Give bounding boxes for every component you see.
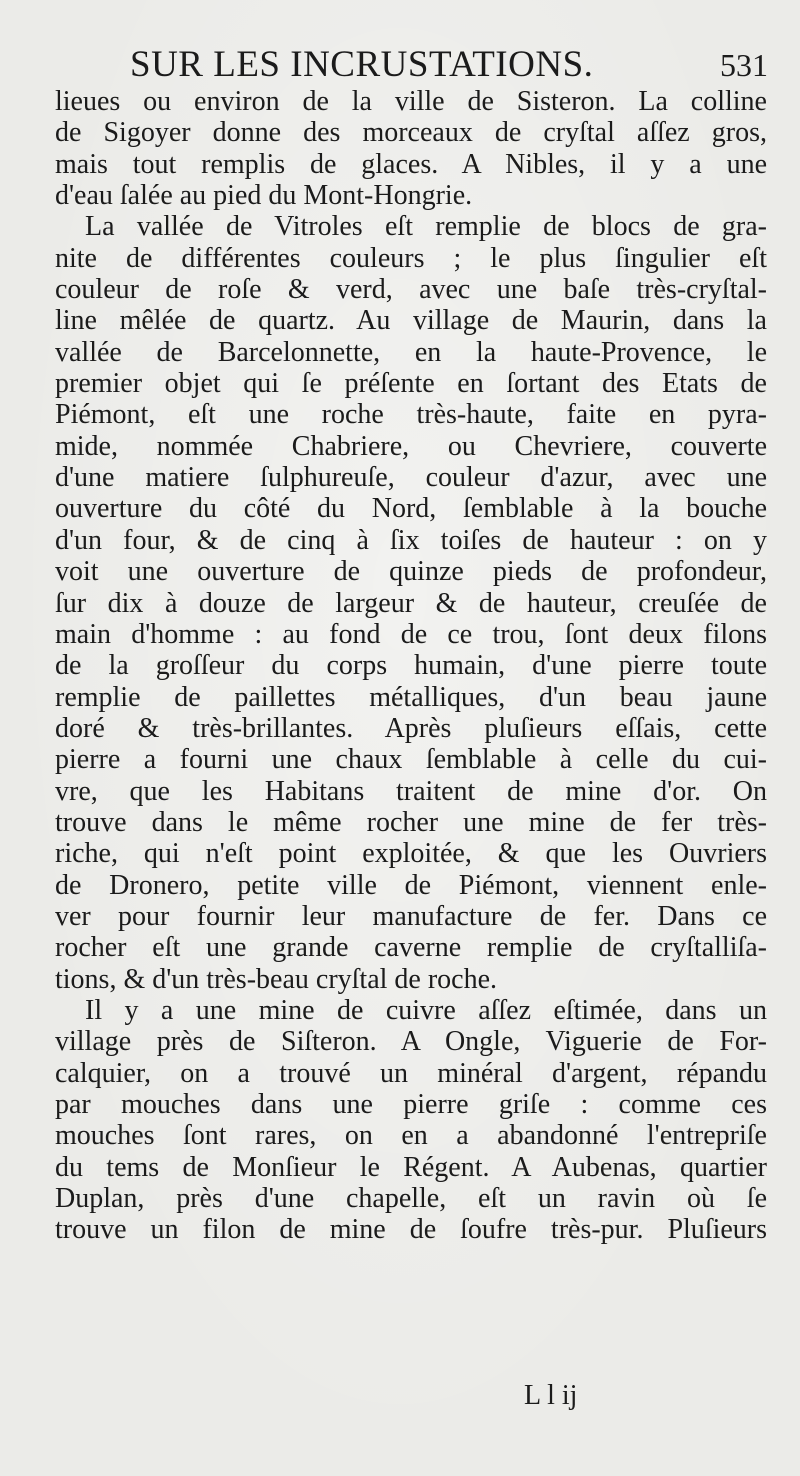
text-line: rocher eſt une grande caverne remplie de cryſtalliſa- xyxy=(55,932,767,964)
text-line: calquier, on a trouvé un minéral d'argent, répandu xyxy=(55,1057,767,1089)
text-line: couleur de roſe & verd, avec une baſe très-cryſtal- xyxy=(55,274,767,306)
text-line: riche, qui n'eſt point exploitée, & que les Ouvriers xyxy=(55,838,767,870)
page-number: 531 xyxy=(720,47,768,83)
text-line: Il y a une mine de cuivre aſſez eſtimée, dans un xyxy=(85,994,767,1026)
text-line: d'une matiere ſulphureuſe, couleur d'azur, avec une xyxy=(55,462,767,494)
text-line: d'eau ſalée au pied du Mont-Hongrie. xyxy=(55,180,473,212)
text-line: village près de Siſteron. A Ongle, Viguerie de For- xyxy=(55,1026,767,1058)
page-header xyxy=(0,42,800,88)
text-line: mide, nommée Chabriere, ou Chevriere, couverte xyxy=(55,430,767,462)
text-line: du tems de Monſieur le Régent. A Aubenas, quartier xyxy=(55,1151,767,1183)
text-line: Piémont, eſt une roche très-haute, faite en pyra- xyxy=(55,399,767,431)
text-line: pierre a fourni une chaux ſemblable à celle du cui- xyxy=(55,744,767,776)
text-line: tions, & d'un très-beau cryſtal de roche. xyxy=(55,963,498,995)
text-line: ver pour fournir leur manufacture de fer. Dans ce xyxy=(55,900,767,932)
text-line: trouve dans le même rocher une mine de fer très- xyxy=(55,806,767,838)
text-line: vre, que les Habitans traitent de mine d'or. On xyxy=(55,775,767,807)
paragraph xyxy=(55,86,767,211)
text-line: de la groſſeur du corps humain, d'une pierre toute xyxy=(55,650,767,682)
text-line: par mouches dans une pierre griſe : comme ces xyxy=(55,1089,767,1120)
text-line: ſur dix à douze de largeur & de hauteur, creuſée de xyxy=(55,587,767,619)
text-line: de Sigoyer donne des morceaux de cryſtal aſſez gros, xyxy=(55,117,767,149)
text-line: La vallée de Vitroles eſt remplie de blocs de gra- xyxy=(85,211,767,243)
text-line: trouve un filon de mine de ſoufre très-pur. Pluſieurs xyxy=(55,1214,767,1246)
text-line: de Dronero, petite ville de Piémont, viennent enle- xyxy=(55,869,767,901)
text-line: doré & très-brillantes. Après pluſieurs eſſais, cette xyxy=(55,712,767,744)
text-line: Duplan, près d'une chapelle, eſt un ravin où ſe xyxy=(55,1183,767,1215)
paragraph xyxy=(55,211,767,995)
body-text xyxy=(55,86,767,1246)
text-line: lieues ou environ de la ville de Sisteron. La colline xyxy=(55,86,767,117)
text-line: d'un four, & de cinq à ſix toiſes de hauteur : on y xyxy=(55,524,767,556)
paragraph xyxy=(55,995,767,1246)
text-line: vallée de Barcelonnette, en la haute-Provence, le xyxy=(55,336,767,368)
text-line: main d'homme : au fond de ce trou, ſont deux filons xyxy=(55,618,767,650)
text-line: line mêlée de quartz. Au village de Maurin, dans la xyxy=(55,305,767,337)
text-line: remplie de paillettes métalliques, d'un beau jaune xyxy=(55,681,767,713)
text-line: nite de différentes couleurs ; le plus ſingulier eſt xyxy=(55,242,767,274)
signature-mark: L l ij xyxy=(524,1380,578,1411)
running-title: SUR LES INCRUSTATIONS. xyxy=(130,44,594,85)
text-line: voit une ouverture de quinze pieds de profondeur, xyxy=(55,556,767,588)
text-line: ouverture du côté du Nord, ſemblable à la bouche xyxy=(55,493,767,525)
text-line: mouches ſont rares, on en a abandonné l'entrepriſe xyxy=(55,1120,767,1152)
text-line: premier objet qui ſe préſente en ſortant des Etats de xyxy=(55,368,767,400)
text-line: mais tout remplis de glaces. A Nibles, il y a une xyxy=(55,148,767,180)
